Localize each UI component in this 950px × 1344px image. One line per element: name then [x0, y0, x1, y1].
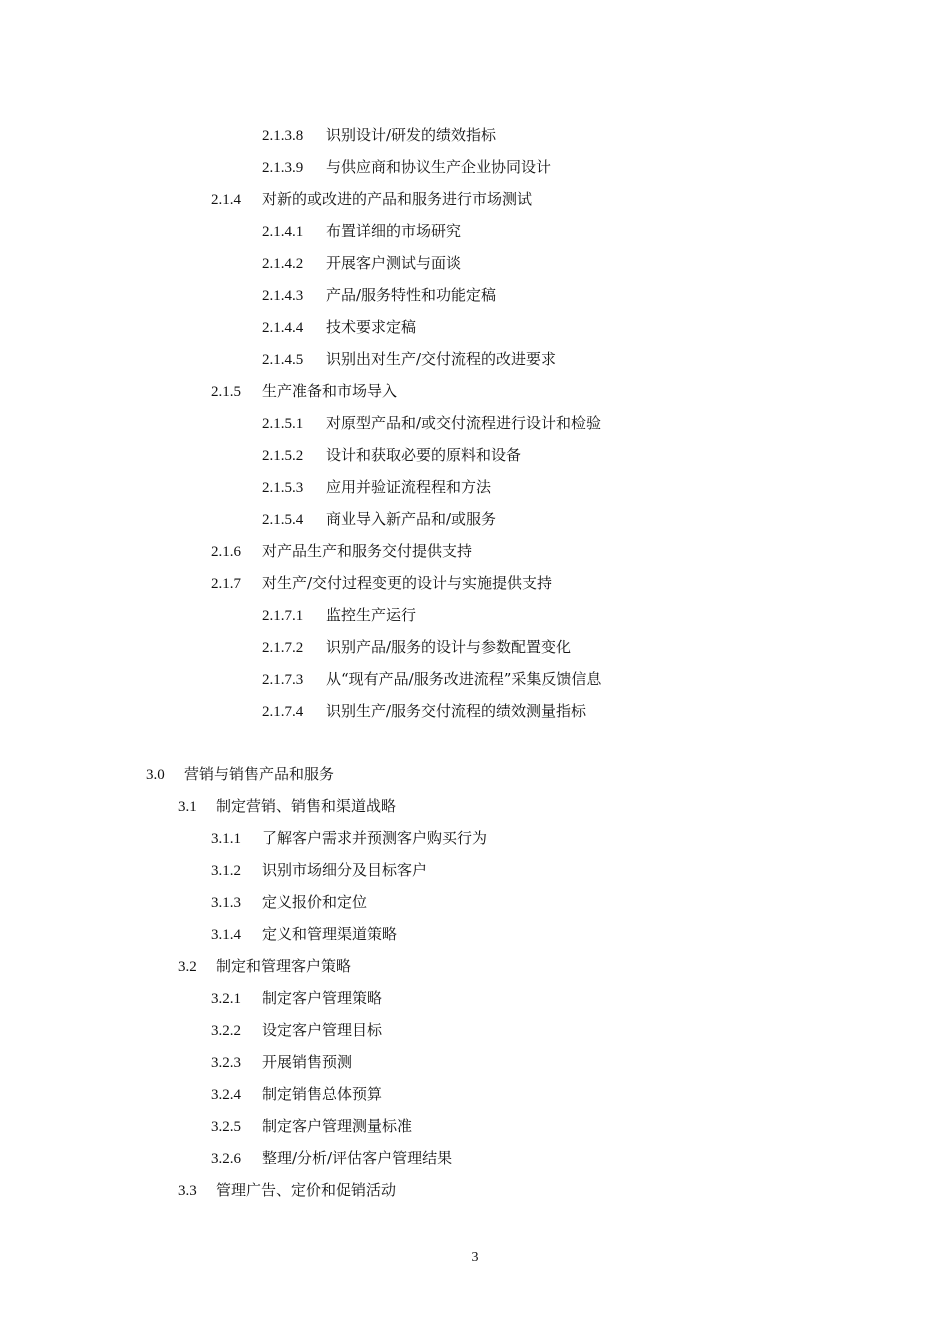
outline-item-text: 识别出对生产/交付流程的改进要求	[326, 350, 557, 368]
outline-item-number: 2.1.7.3	[262, 672, 304, 688]
outline-item	[262, 315, 416, 339]
outline-item-text: 识别生产/服务交付流程的绩效测量指标	[326, 702, 587, 720]
outline-item-number: 2.1.5.2	[262, 448, 304, 464]
page-number: 3	[471, 1250, 479, 1265]
outline-item-text: 从“现有产品/服务改进流程”采集反馈信息	[326, 670, 602, 688]
outline-item-number: 3.1	[178, 799, 197, 815]
outline-item-number: 2.1.4.1	[262, 224, 304, 240]
outline-item	[178, 794, 396, 818]
outline-item-number: 2.1.5.1	[262, 416, 304, 432]
outline-item	[262, 123, 496, 147]
outline-item-number: 2.1.4.4	[262, 320, 304, 336]
outline-item-number: 3.2.6	[211, 1151, 241, 1167]
outline-item	[262, 635, 571, 659]
outline-item-number: 3.2.1	[211, 991, 241, 1007]
outline-item	[262, 347, 556, 371]
outline-item-text: 产品/服务特性和功能定稿	[326, 286, 497, 304]
outline-item	[211, 1050, 352, 1074]
outline-item	[211, 1082, 382, 1106]
outline-item-text: 生产准备和市场导入	[262, 382, 398, 400]
outline-item-number: 2.1.4.5	[262, 352, 304, 368]
outline-item-text: 识别产品/服务的设计与参数配置变化	[326, 638, 572, 656]
outline-item-text: 开展客户测试与面谈	[326, 254, 462, 272]
outline-item-text: 定义和管理渠道策略	[262, 925, 398, 943]
outline-item-text: 了解客户需求并预测客户购买行为	[262, 829, 488, 847]
outline-item	[262, 475, 491, 499]
outline-item-text: 制定和管理客户策略	[216, 957, 352, 975]
outline-item-number: 2.1.4.3	[262, 288, 304, 304]
outline-item	[178, 954, 351, 978]
outline-item-number: 2.1.6	[211, 544, 241, 560]
outline-item	[211, 379, 397, 403]
outline-item	[211, 539, 472, 563]
outline-item-number: 2.1.7.2	[262, 640, 304, 656]
outline-item-number: 3.2.3	[211, 1055, 241, 1071]
outline-item-number: 3.2.4	[211, 1087, 241, 1103]
outline-item	[211, 922, 397, 946]
outline-item-text: 制定营销、销售和渠道战略	[216, 797, 397, 815]
outline-item	[211, 1146, 452, 1170]
outline-item	[146, 762, 334, 786]
outline-item	[262, 699, 586, 723]
outline-item-text: 制定销售总体预算	[262, 1085, 383, 1103]
outline-item-number: 3.2.2	[211, 1023, 241, 1039]
outline-item-text: 识别设计/研发的绩效指标	[326, 126, 497, 144]
outline-item	[262, 411, 601, 435]
outline-item-number: 2.1.3.9	[262, 160, 304, 176]
outline-item	[262, 219, 461, 243]
outline-item-number: 2.1.7	[211, 576, 241, 592]
outline-item	[262, 443, 521, 467]
outline-item-text: 对新的或改进的产品和服务进行市场测试	[262, 190, 533, 208]
outline-item	[178, 1178, 396, 1202]
outline-item-text: 布置详细的市场研究	[326, 222, 462, 240]
outline-item-text: 管理广告、定价和促销活动	[216, 1181, 397, 1199]
outline-item-text: 商业导入新产品和/或服务	[326, 510, 497, 528]
outline-item	[211, 890, 367, 914]
outline-item-number: 3.1.4	[211, 927, 241, 943]
outline-item-text: 营销与销售产品和服务	[184, 765, 335, 783]
outline-item-text: 开展销售预测	[262, 1053, 353, 1071]
outline-item-text: 与供应商和协议生产企业协同设计	[326, 158, 552, 176]
outline-item-text: 应用并验证流程程和方法	[326, 478, 492, 496]
outline-item-number: 3.1.2	[211, 863, 241, 879]
outline-item-number: 3.2.5	[211, 1119, 241, 1135]
outline-item	[211, 826, 487, 850]
outline-item-number: 2.1.4	[211, 192, 241, 208]
outline-item	[211, 858, 427, 882]
outline-item-number: 3.1.1	[211, 831, 241, 847]
outline-item-number: 2.1.3.8	[262, 128, 304, 144]
outline-item-text: 设计和获取必要的原料和设备	[326, 446, 522, 464]
outline-item-number: 2.1.5	[211, 384, 241, 400]
outline-item-number: 3.0	[146, 767, 165, 783]
outline-item	[262, 507, 496, 531]
outline-item-text: 对产品生产和服务交付提供支持	[262, 542, 473, 560]
outline-item-text: 制定客户管理策略	[262, 989, 383, 1007]
outline-item-text: 制定客户管理测量标准	[262, 1117, 413, 1135]
outline-item-number: 3.1.3	[211, 895, 241, 911]
outline-item-number: 3.3	[178, 1183, 197, 1199]
outline-item-text: 识别市场细分及目标客户	[262, 861, 428, 879]
outline-item-text: 设定客户管理目标	[262, 1021, 383, 1039]
outline-item-number: 2.1.7.1	[262, 608, 304, 624]
outline-item-text: 监控生产运行	[326, 606, 417, 624]
outline-item	[211, 1114, 412, 1138]
outline-item-text: 对原型产品和/或交付流程进行设计和检验	[326, 414, 602, 432]
outline-item-number: 2.1.5.3	[262, 480, 304, 496]
outline-item-text: 定义报价和定位	[262, 893, 368, 911]
outline-item-text: 整理/分析/评估客户管理结果	[262, 1149, 453, 1167]
outline-item-number: 2.1.4.2	[262, 256, 304, 272]
outline-item-number: 3.2	[178, 959, 197, 975]
outline-item-text: 对生产/交付过程变更的设计与实施提供支持	[262, 574, 553, 592]
outline-item-number: 2.1.5.4	[262, 512, 304, 528]
outline-item-number: 2.1.7.4	[262, 704, 304, 720]
outline-item	[211, 986, 382, 1010]
outline-item-text: 技术要求定稿	[326, 318, 417, 336]
outline-item	[211, 1018, 382, 1042]
outline-item	[262, 603, 416, 627]
outline-item	[211, 571, 552, 595]
outline-item	[262, 667, 601, 691]
outline-item	[211, 187, 532, 211]
outline-item	[262, 155, 551, 179]
outline-item	[262, 283, 496, 307]
outline-item	[262, 251, 461, 275]
